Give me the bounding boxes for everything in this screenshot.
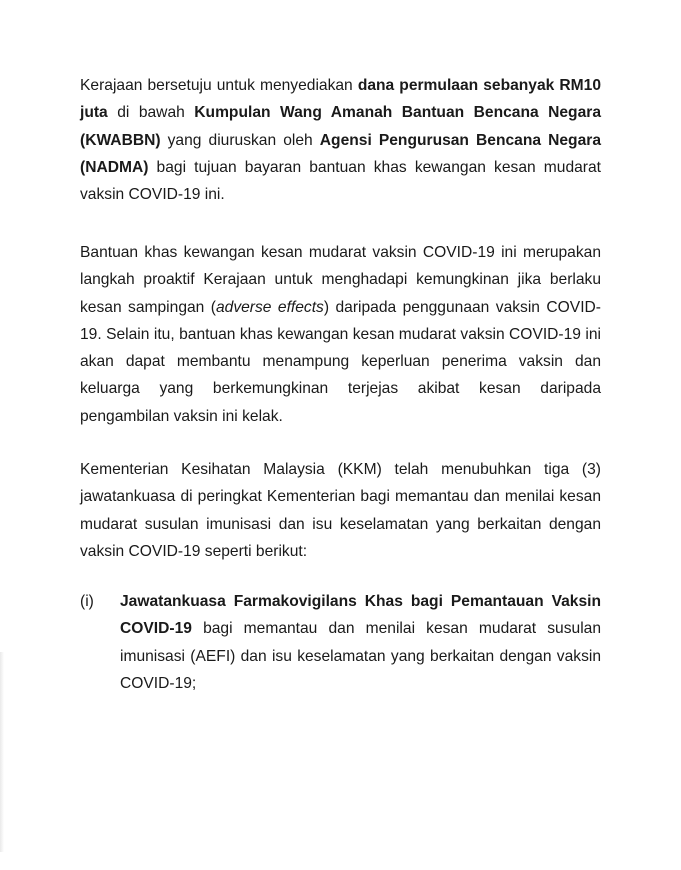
bold-run-kwabbn: Kumpulan Wang Amanah Bantuan Bencana Negara (KWABBN) [80,104,601,149]
text-run: ) daripada penggunaan vaksin COVID-19. Selain itu, bantuan khas kewangan kesan mudarat vaksin COVID-19 ini akan dapat membantu menampung keperluan penerima vaksin dan keluarga yang berkemungkinan terjejas akibat kesan daripada pengambilan vaksin ini kelak. [80,298,601,425]
paragraph-funding [80,72,601,208]
text-run: bagi tujuan bayaran bantuan khas kewangan kesan mudarat vaksin COVID-19 ini. [80,158,601,204]
paragraph-kkm-committees [80,456,601,565]
text-run: di bawah [107,104,195,122]
list-item-number: (i) [80,593,94,610]
text-run: yang diuruskan oleh [160,131,320,149]
paragraph-special-aid [80,239,601,430]
bold-run-nadma: Agensi Pengurusan Bencana Negara (NADMA) [80,131,601,176]
text-run: Bantuan khas kewangan kesan mudarat vaksin COVID-19 ini merupakan langkah proaktif Kerajaan untuk menghadapi kemungkinan jika berlaku kesan sampingan ( [80,244,601,316]
text-run: bagi memantau dan menilai kesan mudarat susulan imunisasi (AEFI) dan isu keselamatan yang berkaitan dengan vaksin COVID-19; [120,620,601,692]
bold-run-initial-fund: dana permulaan sebanyak RM10 juta [80,77,601,122]
list-item-committee-1 [80,588,601,697]
text-run: Kerajaan bersetuju untuk menyediakan [80,77,358,94]
bold-run-committee-name: Jawatankuasa Farmakovigilans Khas bagi Pemantauan Vaksin COVID-19 [120,593,601,638]
page-edge-shadow [0,652,4,852]
italic-run-adverse-effects: adverse effects [215,298,324,316]
list-item-body [120,588,601,697]
text-run: Kementerian Kesihatan Malaysia (KKM) telah menubuhkan tiga (3) jawatankuasa di peringkat Kementerian bagi memantau dan menilai kesan mudarat susulan imunisasi dan isu keselamatan yang berkaitan dengan vaksin COVID-19 seperti berikut: [80,461,601,560]
